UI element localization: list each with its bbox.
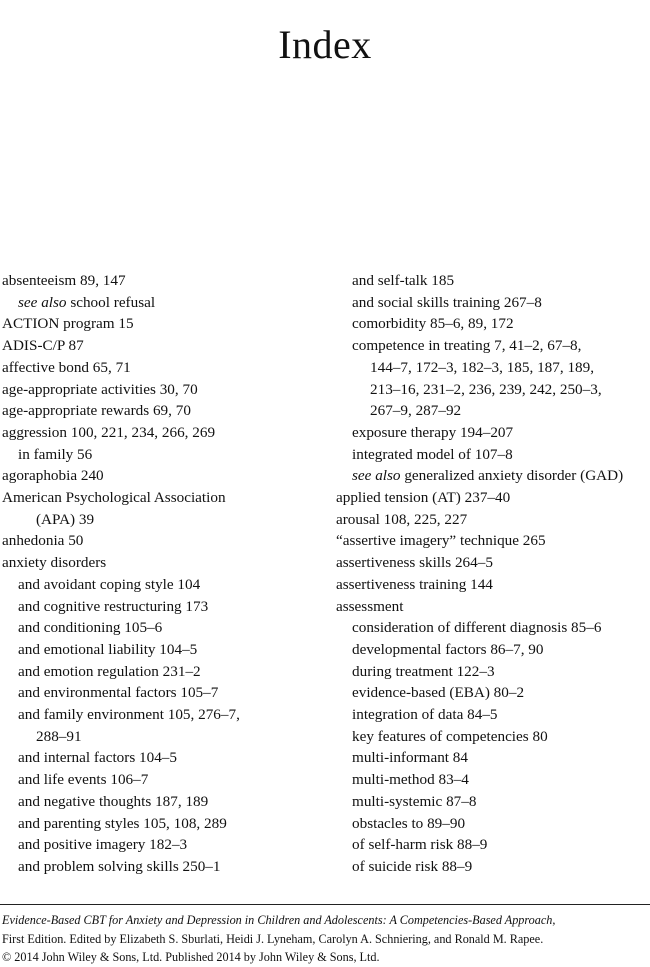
index-entry-text: integrated model of 107–8 <box>352 445 513 463</box>
index-entry <box>2 682 322 704</box>
index-entry <box>2 487 322 509</box>
index-entry <box>2 530 322 552</box>
index-entry <box>2 747 322 769</box>
index-entry-text: consideration of different diagnosis 85–6 <box>352 619 602 637</box>
index-entry <box>336 726 650 748</box>
index-column-right <box>336 270 650 878</box>
index-entry-text: exposure therapy 194–207 <box>352 423 514 441</box>
index-entry <box>336 422 650 444</box>
index-entry <box>336 639 650 661</box>
index-entry-text: applied tension (AT) 237–40 <box>336 489 511 507</box>
index-entry-text: assertiveness training 144 <box>336 575 493 593</box>
index-entry-text: of self-harm risk 88–9 <box>352 836 488 854</box>
index-entry-text: agoraphobia 240 <box>2 467 104 485</box>
cross-reference-label: see also <box>352 467 401 485</box>
index-entry <box>336 270 650 292</box>
index-entry-text: integration of data 84–5 <box>352 706 498 724</box>
index-entry-text: and life events 106–7 <box>18 771 149 789</box>
index-entry <box>336 509 650 531</box>
footer-copyright-line: © 2014 John Wiley & Sons, Ltd. Published 2014 by John Wiley & Sons, Ltd. <box>2 950 380 964</box>
index-entry <box>336 530 650 552</box>
index-entry <box>2 704 322 726</box>
index-entry <box>336 791 650 813</box>
index-entry-text: age-appropriate activities 30, 70 <box>2 380 198 398</box>
index-entry-text: competence in treating 7, 41–2, 67–8, <box>352 337 582 355</box>
index-entry-text: comorbidity 85–6, 89, 172 <box>352 315 514 333</box>
index-entry-text: 213–16, 231–2, 236, 239, 242, 250–3, <box>370 380 602 398</box>
index-entry-text: and social skills training 267–8 <box>352 293 542 311</box>
index-entry-text: multi-method 83–4 <box>352 771 469 789</box>
index-entry-text: age-appropriate rewards 69, 70 <box>2 402 191 420</box>
index-entry-text: obstacles to 89–90 <box>352 814 466 832</box>
footer-edition-line: First Edition. Edited by Elizabeth S. Sburlati, Heidi J. Lyneham, Carolyn A. Schniering, and Ronald M. Rapee. <box>2 931 544 946</box>
index-entry-text: and environmental factors 105–7 <box>18 684 219 702</box>
index-entry-text: and positive imagery 182–3 <box>18 836 188 854</box>
index-entry <box>2 444 322 466</box>
index-entry-text: assessment <box>336 597 404 615</box>
index-entry <box>336 465 650 487</box>
index-entry-text: in family 56 <box>18 445 93 463</box>
index-entry <box>2 639 322 661</box>
index-entry-text: 144–7, 172–3, 182–3, 185, 187, 189, <box>370 358 595 376</box>
index-entry-text: multi-systemic 87–8 <box>352 792 477 810</box>
footer-citation <box>2 911 648 967</box>
index-entry-text: American Psychological Association <box>2 489 226 507</box>
index-entry <box>2 465 322 487</box>
index-entry <box>2 379 322 401</box>
index-entry-text: anxiety disorders <box>2 554 107 572</box>
index-column-left <box>2 270 322 878</box>
index-entry <box>2 596 322 618</box>
index-entry-text: key features of competencies 80 <box>352 727 548 745</box>
index-entry-text: 288–91 <box>36 727 82 745</box>
index-entry <box>2 313 322 335</box>
index-entry <box>2 813 322 835</box>
index-entry <box>2 270 322 292</box>
index-entry-text: and cognitive restructuring 173 <box>18 597 209 615</box>
index-entry <box>336 313 650 335</box>
index-entry <box>336 444 650 466</box>
index-entry-text: and emotion regulation 231–2 <box>18 662 201 680</box>
index-entry-text: multi-informant 84 <box>352 749 468 767</box>
index-entry-text: generalized anxiety disorder (GAD) <box>404 467 624 485</box>
index-entry <box>336 357 650 379</box>
footer-divider <box>0 904 650 905</box>
index-entry <box>2 357 322 379</box>
index-entry <box>336 704 650 726</box>
index-entry-text: and emotional liability 104–5 <box>18 640 198 658</box>
index-entry-text: and negative thoughts 187, 189 <box>18 792 209 810</box>
index-entry <box>2 292 322 314</box>
index-entry-text: and family environment 105, 276–7, <box>18 706 240 724</box>
index-entry <box>2 791 322 813</box>
index-entry-text: school refusal <box>70 293 156 311</box>
index-entry-text: ADIS-C/P 87 <box>2 337 84 355</box>
index-entry-text: evidence-based (EBA) 80–2 <box>352 684 525 702</box>
index-entry <box>2 422 322 444</box>
index-entry <box>336 552 650 574</box>
index-entry-text: and internal factors 104–5 <box>18 749 177 767</box>
index-entry <box>2 335 322 357</box>
index-entry-text: during treatment 122–3 <box>352 662 495 680</box>
index-entry <box>336 487 650 509</box>
index-entry-text: absenteeism 89, 147 <box>2 272 126 289</box>
index-entry-text: and parenting styles 105, 108, 289 <box>18 814 227 832</box>
index-entry <box>336 856 650 878</box>
index-entry-text: and problem solving skills 250–1 <box>18 857 221 875</box>
index-entry-text: 267–9, 287–92 <box>370 402 462 420</box>
index-entry-text: developmental factors 86–7, 90 <box>352 640 544 658</box>
index-entry-text: aggression 100, 221, 234, 266, 269 <box>2 423 216 441</box>
index-entry <box>2 400 322 422</box>
index-entry <box>336 747 650 769</box>
index-entry-text: anhedonia 50 <box>2 532 84 550</box>
page-title: Index <box>278 21 372 67</box>
index-entry <box>2 617 322 639</box>
index-entry <box>336 813 650 835</box>
index-entry <box>2 574 322 596</box>
index-entry-text: assertiveness skills 264–5 <box>336 554 493 572</box>
index-entry <box>336 682 650 704</box>
index-entry <box>336 596 650 618</box>
index-entry <box>336 379 650 401</box>
index-entry <box>2 661 322 683</box>
cross-reference-label: see also <box>18 293 67 311</box>
index-entry-text: (APA) 39 <box>36 510 95 528</box>
index-entry <box>336 834 650 856</box>
index-entry-text: affective bond 65, 71 <box>2 358 131 376</box>
index-entry <box>336 574 650 596</box>
index-entry <box>2 552 322 574</box>
index-entry-text: ACTION program 15 <box>2 315 134 333</box>
index-entry-text: and avoidant coping style 104 <box>18 575 201 593</box>
index-entry <box>336 769 650 791</box>
index-entry <box>2 509 322 531</box>
index-entry <box>336 661 650 683</box>
index-entry-text: “assertive imagery” technique 265 <box>336 532 546 550</box>
index-entry-text: and self-talk 185 <box>352 272 455 289</box>
index-entry-text: and conditioning 105–6 <box>18 619 163 637</box>
index-entry <box>336 400 650 422</box>
index-entry <box>336 335 650 357</box>
index-entry <box>2 726 322 748</box>
index-entry-text: of suicide risk 88–9 <box>352 857 473 875</box>
index-entry <box>336 292 650 314</box>
index-entry <box>336 617 650 639</box>
footer-book-title: Evidence-Based CBT for Anxiety and Depression in Children and Adolescents: A Competencies-Based Approach, <box>2 913 556 927</box>
index-entry <box>2 834 322 856</box>
index-entry <box>2 769 322 791</box>
index-entry-text: arousal 108, 225, 227 <box>336 510 468 528</box>
index-entry <box>2 856 322 878</box>
